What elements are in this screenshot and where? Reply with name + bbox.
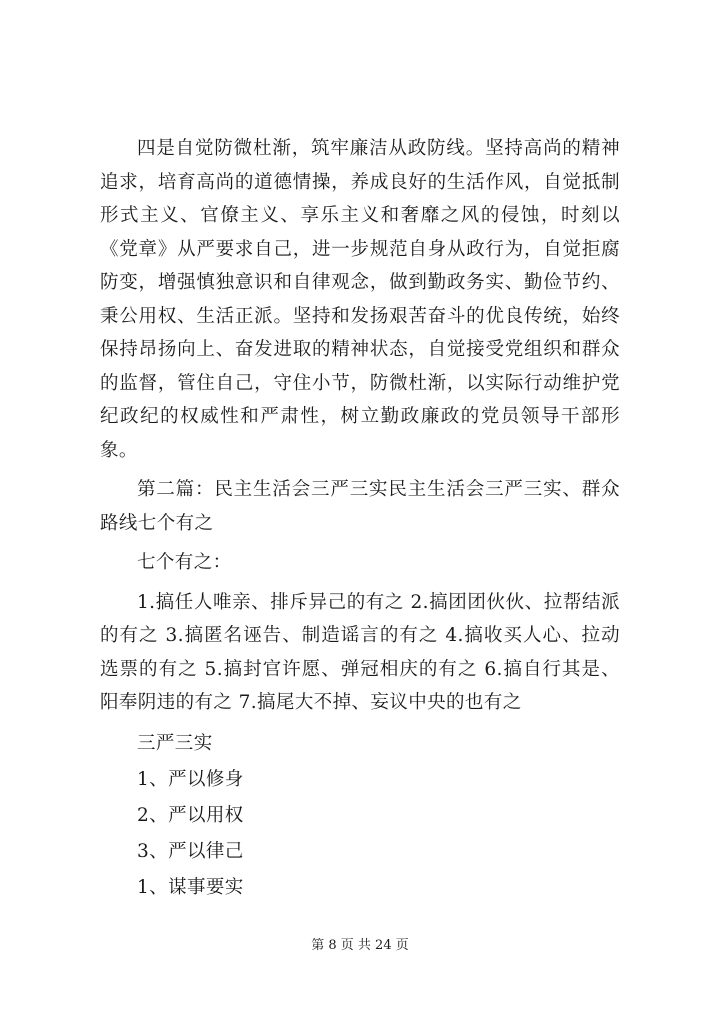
document-body [100, 132, 620, 906]
page-number-footer: 第 8 页 共 24 页 [311, 938, 409, 953]
list-item: 1、谋事要实 [137, 876, 244, 898]
list-item: 三严三实 [137, 732, 213, 754]
list-item: 3、严以律己 [137, 840, 244, 862]
list-item: 2、严以用权 [137, 804, 244, 826]
paragraph-seven-heading: 七个有之： [137, 552, 232, 573]
paragraph-discipline: 四是自觉防微杜渐，筑牢廉洁从政防线。坚持高尚的精神追求，培育高尚的道德情操，养成良好的生活作风，自觉抵制形式主义、官僚主义、享乐主义和奢靡之风的侵蚀，时刻以《党章》从严要求自己，进一步规范自身从政行为，自觉拒腐防变，增强慎独意识和自律观念，做到勤政务实、勤俭节约、秉公用权、生活正派。坚持和发扬艰苦奋斗的优良传统，始终保持昂扬向上、奋发进取的精神状态，自觉接受党组织和群众的监督，管住自己，守住小节，防微杜渐，以实际行动维护党纪政纪的权威性和严肃性，树立勤政廉政的党员领导干部形象。 [100, 138, 620, 461]
section-heading: 第二篇：民主生活会三严三实民主生活会三严三实、群众路线七个有之 [100, 479, 620, 534]
paragraph-seven-list: 1.搞任人唯亲、排斥异己的有之 2.搞团团伙伙、拉帮结派的有之 3.搞匿名诬告、制造谣言的有之 4.搞收买人心、拉动选票的有之 5.搞封官许愿、弹冠相庆的有之 6.搞自行其是、阳奉阴违的有之 7.搞尾大不掉、妄议中央的也有之 [100, 591, 620, 713]
list-item: 1、严以修身 [137, 768, 244, 790]
